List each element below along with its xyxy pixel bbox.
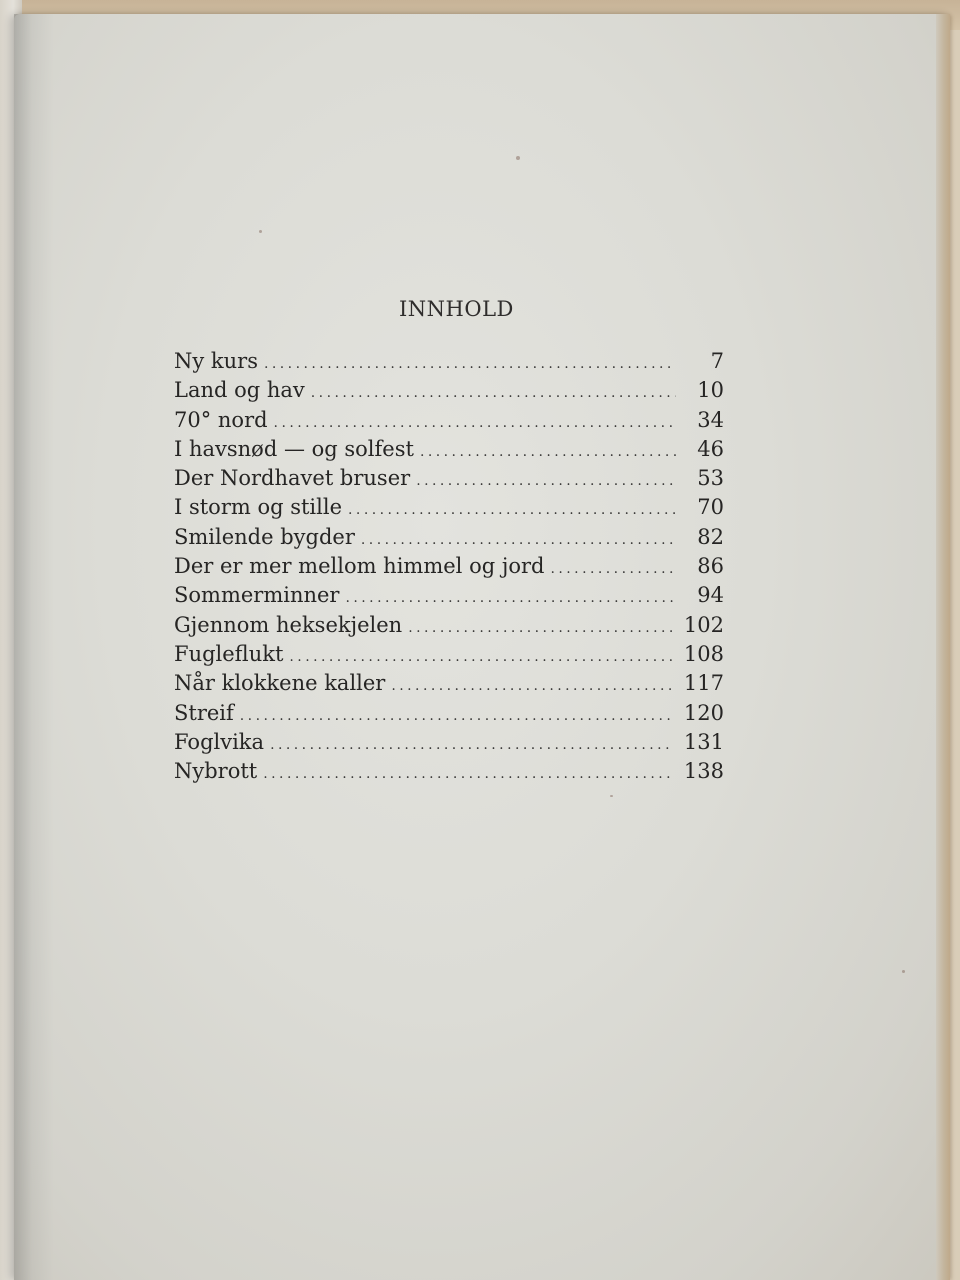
toc-entry-title: Der Nordhavet bruser [174, 466, 411, 491]
dot-leader [311, 379, 676, 408]
toc-entry [174, 493, 724, 522]
toc-entry [174, 552, 724, 581]
table-of-contents [174, 347, 724, 786]
toc-entry-page: 102 [683, 612, 724, 637]
toc-entry [174, 435, 724, 464]
toc-entry-title: I storm og stille [174, 495, 343, 520]
toc-entry-title: Gjennom heksekjelen [174, 612, 403, 637]
dot-leader [408, 614, 674, 643]
page-heading: INNHOLD [399, 297, 514, 321]
toc-entry-page: 10 [697, 378, 724, 403]
paper-speck [516, 156, 520, 160]
toc-entry-page: 86 [697, 554, 724, 579]
toc-entry-page: 34 [697, 407, 724, 432]
toc-entry-title: Ny kurs [174, 349, 258, 373]
toc-entry-title: Der er mer mellom himmel og jord [174, 554, 545, 579]
toc-entry-title: Foglvika [174, 729, 265, 754]
toc-entry [174, 376, 724, 405]
dot-leader [416, 467, 676, 496]
dot-leader [345, 584, 676, 613]
page-edge [936, 14, 950, 1280]
dot-leader [420, 438, 676, 467]
toc-entry-title: I havsnød — og solfest [174, 436, 414, 461]
toc-entry [174, 347, 724, 376]
toc-entry-page: 7 [710, 349, 724, 373]
paper-speck [902, 970, 905, 973]
toc-entry-title: Fugleflukt [174, 641, 284, 666]
toc-entry-title: Smilende bygder [174, 524, 355, 549]
dot-leader [289, 643, 674, 672]
toc-entry [174, 728, 724, 757]
toc-entry-page: 53 [697, 466, 724, 491]
dot-leader [274, 409, 676, 438]
dot-leader [263, 760, 674, 789]
toc-entry-page: 117 [683, 671, 724, 696]
toc-entry-page: 94 [697, 583, 724, 608]
toc-entry-page: 120 [683, 700, 724, 725]
toc-entry-page: 131 [683, 729, 724, 754]
toc-entry-title: Streif [174, 700, 234, 725]
toc-entry [174, 757, 724, 786]
paper-speck [259, 230, 262, 233]
toc-entry [174, 581, 724, 610]
spine-shadow [14, 14, 54, 1280]
dot-leader [264, 350, 676, 379]
toc-entry-page: 108 [683, 641, 724, 666]
toc-entry-page: 70 [697, 495, 724, 520]
toc-entry-title: Nybrott [174, 759, 258, 784]
dot-leader [361, 526, 676, 555]
book-page [14, 14, 950, 1280]
toc-entry-title: Når klokkene kaller [174, 671, 386, 696]
toc-entry [174, 669, 724, 698]
toc-entry [174, 640, 724, 669]
toc-entry [174, 611, 724, 640]
dot-leader [348, 496, 676, 525]
toc-entry [174, 464, 724, 493]
toc-entry [174, 406, 724, 435]
toc-entry-page: 46 [697, 436, 724, 461]
dot-leader [391, 672, 674, 701]
paper-speck [610, 795, 613, 797]
dot-leader [550, 555, 676, 584]
toc-entry [174, 523, 724, 552]
toc-entry-title: Sommerminner [174, 583, 340, 608]
dot-leader [240, 702, 674, 731]
toc-entry-page: 82 [697, 524, 724, 549]
toc-entry-title: 70° nord [174, 407, 268, 432]
toc-entry-title: Land og hav [174, 378, 305, 403]
dot-leader [270, 731, 674, 760]
toc-entry [174, 699, 724, 728]
toc-entry-page: 138 [683, 759, 724, 784]
